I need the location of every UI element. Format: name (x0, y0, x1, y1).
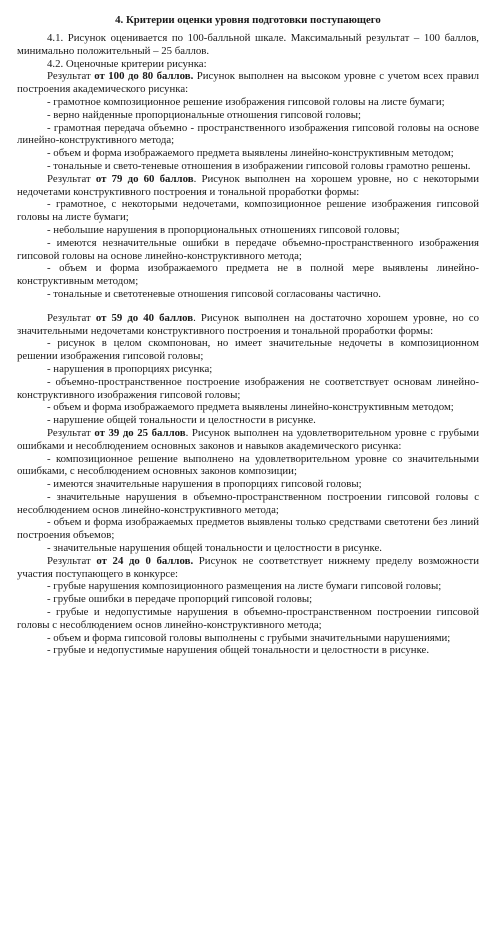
criteria-heading (17, 427, 479, 453)
criteria-item: - грубые ошибки в передаче пропорций гипсовой головы; (47, 593, 313, 606)
criteria-description: . Рисунок выполнен на удовлетворительном уровне с грубыми ошибками и несоблюдением основных законов и навыков академического рисунка: (17, 426, 479, 452)
criteria-description: Рисунок выполнен на высоком уровне с учетом всех правил построения академического рисунка: (17, 70, 480, 96)
criteria-item: - грамотная передача объемно - пространственного изображения гипсовой головы на основе линейно-конструктивного метода; (17, 121, 479, 147)
paragraph-criteria-heading: 4.2. Оценочные критерии рисунка: (47, 57, 207, 70)
criteria-item: - грамотное композиционное решение изображения гипсовой головы на листе бумаги; (47, 95, 445, 108)
criteria-item: - грубые и недопустимые нарушения общей тональности и целостности в рисунке. (47, 644, 430, 657)
criteria-heading (17, 173, 479, 199)
criteria-item: - объем и форма изображаемого предмета не в полной мере выявлены линейно-конструктивным методом; (17, 262, 479, 288)
criteria-block-59-40 (17, 312, 479, 427)
score-range: от 79 до 60 баллов (95, 172, 194, 185)
criteria-item: - грубые нарушения композиционного размещения на листе бумаги гипсовой головы; (47, 580, 442, 593)
criteria-block-24-0 (17, 555, 479, 657)
section-title: 4. Критерии оценки уровня подготовки поступающего (115, 14, 381, 26)
criteria-item: - объем и форма изображаемого предмета выявлены линейно-конструктивным методом; (47, 147, 454, 160)
criteria-description: Рисунок не соответствует нижнему пределу возможности участия поступающего в конкурсе: (17, 554, 479, 580)
criteria-item: - рисунок в целом скомпонован, но имеет значительные недочеты в композиционном решении изображения гипсовой головы; (17, 337, 479, 363)
criteria-heading (17, 70, 479, 96)
criteria-item: - объем и форма гипсовой головы выполнены с грубыми значительными нарушениями; (47, 631, 451, 644)
paragraph-scale: 4.1. Рисунок оценивается по 100-балльной шкале. Максимальный результат – 100 баллов, минимально положительный – 25 баллов. (17, 32, 479, 57)
criteria-item: - объем и форма изображаемых предметов выявлены только средствами светотени без линий построения объемов; (17, 516, 479, 542)
criteria-item: - имеются значительные нарушения в пропорциях гипсовой головы; (47, 478, 362, 491)
criteria-item: - верно найденные пропорциональные отношения гипсовой головы; (47, 108, 362, 121)
criteria-description: . Рисунок выполнен на достаточно хорошем уровне, но со значительными недочетами конструктивного построения и тональной проработки формы: (17, 311, 479, 337)
result-prefix: Результат (47, 172, 96, 185)
criteria-item: - значительные нарушения в объемно-пространственном построении гипсовой головы с несоблюдением основ линейно-конструктивного метода; (17, 490, 479, 516)
criteria-block-39-25 (17, 427, 479, 555)
criteria-item: - грубые и недопустимые нарушения в объемно-пространственном построении гипсовой головы с несоблюдением основ линейно-конструктивного метода; (17, 606, 479, 631)
criteria-heading (17, 312, 479, 338)
criteria-item: - композиционное решение выполнено на удовлетворительном уровне со значительными ошибками, с несоблюдением основных законов композиции; (17, 452, 479, 478)
criteria-item: - грамотное, с некоторыми недочетами, композиционное решение изображения гипсовой головы на листе бумаги; (17, 198, 479, 224)
result-prefix: Результат (47, 70, 95, 83)
result-prefix: Результат (47, 426, 95, 439)
score-range: от 100 до 80 баллов. (94, 70, 194, 83)
criteria-item: - объемно-пространственное построение изображения не соответствует основам линейно-конструктивного изображения гипсовой головы; (17, 375, 479, 401)
criteria-item: - объем и форма изображаемого предмета выявлены линейно-конструктивным методом; (47, 401, 454, 414)
criteria-item: - имеются незначительные ошибки в передаче объемно-пространственного изображения гипсовой головы на основе линейно-конструктивного метода; (17, 236, 479, 262)
criteria-item: - тональные и свето-теневые отношения в изображении гипсовой головы грамотно решены. (47, 159, 471, 172)
score-range: от 59 до 40 баллов (95, 311, 194, 324)
criteria-item: - тональные и светотеневые отношения гипсовой согласованы частично. (47, 287, 381, 300)
result-prefix: Результат (47, 554, 97, 567)
criteria-item: - нарушение общей тональности и целостности в рисунке. (47, 414, 316, 427)
criteria-description: . Рисунок выполнен на хорошем уровне, но с некоторыми недочетами конструктивного построения и тональной проработки формы: (17, 172, 479, 198)
score-range: от 24 до 0 баллов. (96, 554, 194, 567)
score-range: от 39 до 25 баллов (94, 426, 186, 439)
result-prefix: Результат (47, 311, 96, 324)
criteria-block-100-80 (17, 70, 479, 172)
criteria-item: - небольшие нарушения в пропорциональных отношениях гипсовой головы; (47, 223, 400, 236)
criteria-heading (17, 555, 479, 581)
criteria-block-79-60 (17, 173, 479, 301)
criteria-item: - значительные нарушения общей тональности и целостности в рисунке. (47, 542, 382, 555)
criteria-item: - нарушения в пропорциях рисунка; (47, 362, 213, 375)
